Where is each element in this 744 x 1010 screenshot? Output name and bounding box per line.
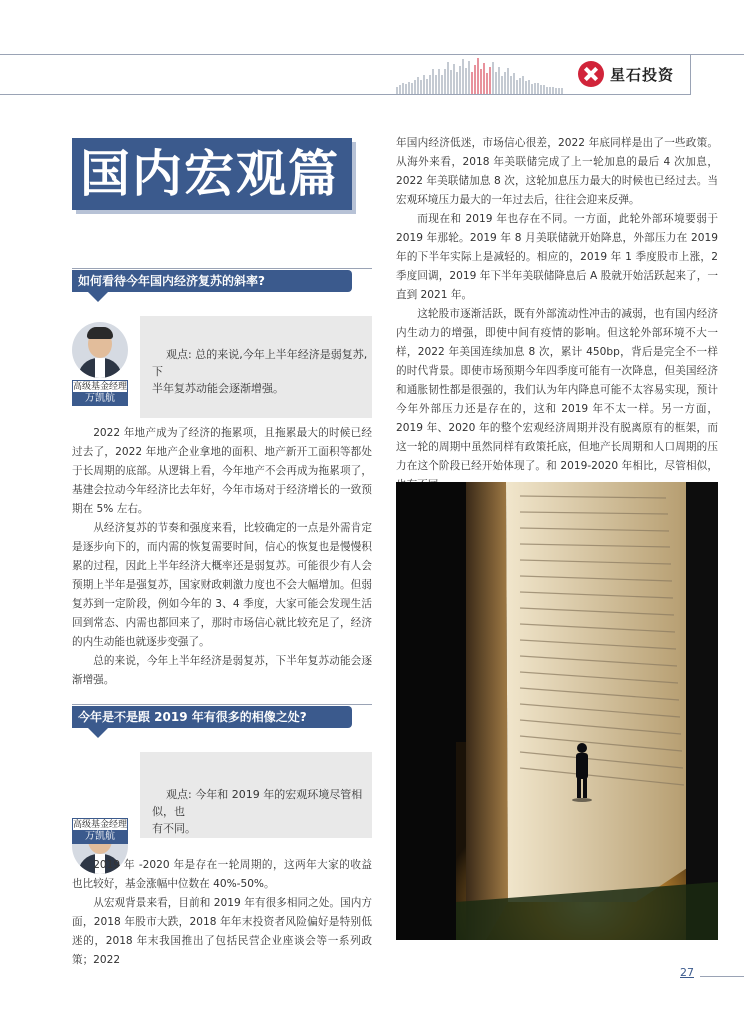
q2-question-bar bbox=[72, 706, 352, 728]
q2-divider bbox=[72, 704, 372, 705]
decorative-bars bbox=[395, 56, 565, 94]
q1-body bbox=[72, 424, 372, 690]
brand-logo-icon bbox=[578, 61, 604, 87]
page-number: 27 bbox=[680, 966, 694, 979]
q1-view-line1: 观点: 总的来说,今年上半年经济是弱复苏,下 bbox=[152, 348, 368, 378]
q1-person-name: 万凯航 bbox=[72, 392, 128, 406]
q2-person-role: 高级基金经理 bbox=[73, 820, 128, 830]
right-paragraph-3: 这轮股市逐渐活跃，既有外部流动性冲击的减弱，也有国内经济内生动力的增强，即使中间有疫情的影响。但这轮外部环境不大一样，2022 年美国连续加息 8 次，累计 450bp，背后是完全不一样的时代背景。即使市场预期今年四季度可能有一次降息，但美国经济和通胀韧性都是很强的，我们认为年内降息可能不太容易实现，预计今年外部压力还是存在的，这和 2019 年不太一样。另一方面，2019 年、2020 年的整个宏观经济周期并没有脱离原有的框架，而这一轮的周期中虽然同样有政策托底，但地产长周期和人口周期的压力在这个阶段已经开始体现了。和 2019-2020 年相比，尽管相似， bbox=[396, 308, 718, 472]
q1-paragraph-3: 总的来说，今年上半年经济是弱复苏，下半年复苏动能会逐渐增强。 bbox=[72, 655, 372, 686]
q1-view-text bbox=[152, 346, 372, 397]
q2-view-line2: 有不同。 bbox=[152, 822, 196, 835]
page-number-rule bbox=[700, 976, 744, 977]
right-column-body bbox=[396, 134, 718, 495]
q2-body bbox=[72, 856, 372, 970]
book-photo bbox=[396, 482, 718, 940]
book-illustration bbox=[396, 482, 718, 940]
q1-person-role: 高级基金经理 bbox=[73, 382, 128, 392]
q2-view-text bbox=[152, 786, 372, 837]
q1-question-bar bbox=[72, 270, 352, 292]
q1-paragraph-1: 2022 年地产成为了经济的拖累项，且拖累最大的时候已经过去了，2022 年地产企业拿地的面积、地产新开工面积等都处于长周期的底部。从逻辑上看，今年地产不会再成为拖累项了，基建会拉动今年经济比去年好，今年市场对于经济增长的一致预期在 5% 左右。 bbox=[72, 427, 372, 515]
section-title: 国内宏观篇 bbox=[80, 145, 340, 203]
q2-question: 今年是不是跟 2019 年有很多的相像之处? bbox=[78, 710, 307, 724]
right-paragraph-2: 而现在和 2019 年也存在不同。一方面，此轮外部环境要弱于 2019 年那轮。2019 年 8 月美联储就开始降息，外部压力在 2019 年的下半年实际上是减轻的。相应的，2019 年 1 季度股市上涨，2 季度回调，2019 年下半年美联储降息后 A 股就开始活跃起来了，一直到 2021 年。 bbox=[396, 213, 718, 301]
q1-view-line2: 半年复苏动能会逐渐增强。 bbox=[152, 382, 284, 395]
section-title-block bbox=[72, 138, 352, 210]
brand-logo-group bbox=[578, 58, 674, 90]
q1-divider bbox=[72, 268, 372, 269]
q2-view-line1: 观点: 今年和 2019 年的宏观环境尽管相似，也 bbox=[152, 788, 363, 818]
q1-paragraph-2: 从经济复苏的节奏和强度来看，比较确定的一点是外需肯定是逐步向下的，而内需的恢复需要时间，信心的恢复也是慢慢积累的过程，因此上半年经济大概率还是弱复苏。可能很少有人会预期上半年是强复苏，国家财政刺激力度也不会大幅增加。但弱复苏到一定阶段，例如今年的 3、4 季度，大家可能会发现生活回到常态、内需也都回来了，那时市场信心就比较充足了，经济的内生动能也就逐步变强了。 bbox=[72, 522, 372, 648]
q2-paragraph-2: 从宏观背景来看，目前和 2019 年有很多相同之处。国内方面，2018 年股市大跌，2018 年年末投资者风险偏好是特别低迷的，2018 年末我国推出了包括民营企业座谈会等一系列政策；2022 bbox=[72, 897, 372, 966]
q1-avatar bbox=[72, 322, 128, 378]
brand-name: 星石投资 bbox=[610, 65, 675, 84]
q1-question: 如何看待今年国内经济复苏的斜率? bbox=[78, 274, 265, 288]
q2-paragraph-1: 2019 年 -2020 年是存在一轮周期的，这两年大家的收益也比较好，基金涨幅中位数在 40%-50%。 bbox=[72, 859, 372, 890]
q2-bar-tail bbox=[88, 728, 108, 738]
right-paragraph-1: 年国内经济低迷，市场信心很差，2022 年底同样是出了一些政策。从海外来看，2018 年美联储完成了上一轮加息的最后 4 次加息，2022 年美联储加息 8 次，这轮加息压力最大的时候也已经过去。当宏观环境压力最大的一年过去后，往往会迎来反弹。 bbox=[396, 137, 718, 206]
q2-person-name: 万凯航 bbox=[72, 830, 128, 844]
q1-bar-tail bbox=[88, 292, 108, 302]
